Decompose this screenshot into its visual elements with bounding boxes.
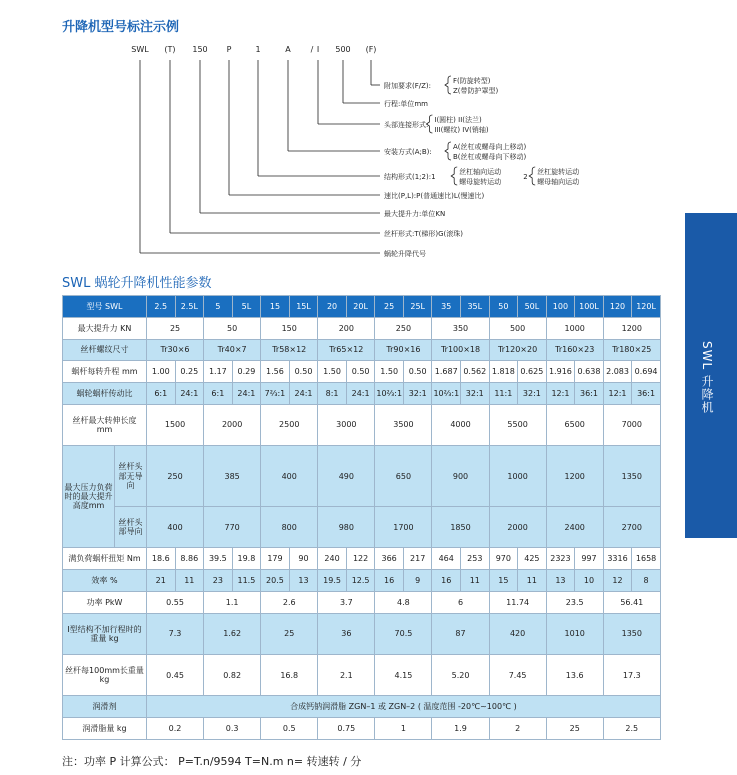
table-cell: 12:1 <box>546 383 575 405</box>
table-header-cell: 15L <box>289 296 318 318</box>
model-code-annotations <box>384 76 579 258</box>
table-cell: 2.6 <box>261 591 318 613</box>
table-cell: 1.50 <box>318 361 347 383</box>
annotation-label: 附加要求(F/Z): <box>384 82 432 90</box>
annotation-option: B(丝杠或螺母向下移动) <box>453 153 527 161</box>
table-cell: 11.5 <box>232 570 261 592</box>
table-header-cell: 50 <box>489 296 518 318</box>
table-header-cell: 20L <box>346 296 375 318</box>
brace <box>445 142 451 160</box>
table-cell: 1.687 <box>432 361 461 383</box>
table-cell: 16 <box>375 570 404 592</box>
table-cell: 1.00 <box>147 361 176 383</box>
annotation-label: 速比(P,L):P(普通速比)L(慢速比) <box>384 192 485 200</box>
table-row-label: 丝杆最大转伸长度 mm <box>63 404 147 445</box>
table-cell: 4.8 <box>375 591 432 613</box>
table-cell: 25 <box>147 317 204 339</box>
table-cell: 16 <box>432 570 461 592</box>
table-cell: 32:1 <box>403 383 432 405</box>
table-cell: 15 <box>489 570 518 592</box>
table-cell: 11:1 <box>489 383 518 405</box>
table-cell: 490 <box>318 446 375 507</box>
table-cell: 36:1 <box>632 383 661 405</box>
table-cell: 12 <box>603 570 632 592</box>
model-code-segment: (F) <box>365 45 377 54</box>
table-row-label: 润滑脂量 kg <box>63 718 147 740</box>
table-cell: 179 <box>261 548 290 570</box>
table-cell: 1.62 <box>204 613 261 654</box>
table-cell: 2.5 <box>603 718 660 740</box>
side-tab-label: SWL 升降机 <box>700 341 714 414</box>
brace <box>529 167 535 185</box>
model-code-diagram <box>0 0 737 265</box>
table-cell: 1850 <box>432 507 489 548</box>
annotation-option: Z(带防护罩型) <box>453 87 499 95</box>
table-cell: 1700 <box>375 507 432 548</box>
table-cell: 217 <box>403 548 432 570</box>
annotation-label: 行程:单位mm <box>384 100 428 108</box>
table-row <box>63 655 661 696</box>
table-row-label: 最大压力负荷时的最大提升高度mm <box>63 446 115 548</box>
model-code-segment: SWL <box>131 45 149 54</box>
table-row <box>63 591 661 613</box>
table-cell: 90 <box>289 548 318 570</box>
table-cell: 13.6 <box>546 655 603 696</box>
table-row <box>63 383 661 405</box>
annotation-option-number: 2 <box>523 173 528 181</box>
table-cell: 12.5 <box>346 570 375 592</box>
table-cell: 1.50 <box>375 361 404 383</box>
table-cell: 997 <box>575 548 604 570</box>
table-cell: 11 <box>518 570 547 592</box>
table-row-label: 满负荷蜗杆扭矩 Nm <box>63 548 147 570</box>
annotation-label: 安装方式(A;B): <box>384 148 432 156</box>
table-cell: 1350 <box>603 446 660 507</box>
annotation-label: 头部连接形式: <box>384 121 429 129</box>
table-row-label: 最大提升力 KN <box>63 317 147 339</box>
table-cell: 1200 <box>546 446 603 507</box>
table-cell: 0.3 <box>204 718 261 740</box>
table-cell: 6:1 <box>147 383 176 405</box>
table-header-cell: 2.5L <box>175 296 204 318</box>
table-cell: 0.25 <box>175 361 204 383</box>
table-cell: 10⅔:1 <box>375 383 404 405</box>
table-cell: 20.5 <box>261 570 290 592</box>
table-cell: 25 <box>546 718 603 740</box>
table-cell: 24:1 <box>289 383 318 405</box>
table-cell: 2000 <box>489 507 546 548</box>
model-code-segment: A <box>285 45 291 54</box>
table-row-label: 丝杆每100mm长重量 kg <box>63 655 147 696</box>
table-cell: 7.3 <box>147 613 204 654</box>
table-header-cell: 15 <box>261 296 290 318</box>
table-header-cell: 20 <box>318 296 347 318</box>
table-cell: 1350 <box>603 613 660 654</box>
table-cell: 19.5 <box>318 570 347 592</box>
table-cell: 400 <box>147 507 204 548</box>
table-cell: 3316 <box>603 548 632 570</box>
table-cell: 6:1 <box>204 383 233 405</box>
annotation-option: 螺母轴向运动 <box>537 178 580 186</box>
table-header-cell: 25L <box>403 296 432 318</box>
annotation-option: III(螺纹) IV(销轴) <box>434 126 489 134</box>
table-cell: 1.818 <box>489 361 518 383</box>
table-cell: 3000 <box>318 404 375 445</box>
table-cell: 5.20 <box>432 655 489 696</box>
model-code-segment: (T) <box>164 45 176 54</box>
table-row <box>63 613 661 654</box>
table-row <box>63 404 661 445</box>
table-cell: 1200 <box>603 317 660 339</box>
model-code-segment: 1 <box>255 45 261 54</box>
table-cell: 25 <box>261 613 318 654</box>
annotation-option: 丝杠旋转运动 <box>537 168 580 176</box>
table-header-cell: 35L <box>461 296 490 318</box>
table-cell: 32:1 <box>518 383 547 405</box>
table-cell: 0.2 <box>147 718 204 740</box>
table-cell: 9 <box>403 570 432 592</box>
table-cell: 385 <box>204 446 261 507</box>
table-header-cell: 100 <box>546 296 575 318</box>
table-header-cell: 120L <box>632 296 661 318</box>
table-cell: Tr65×12 <box>318 339 375 361</box>
table-cell: 200 <box>318 317 375 339</box>
table-cell: 425 <box>518 548 547 570</box>
table-cell: Tr160×23 <box>546 339 603 361</box>
annotation-label: 结构形式(1;2):1 <box>384 173 436 181</box>
table-cell: 0.50 <box>403 361 432 383</box>
table-cell: 240 <box>318 548 347 570</box>
table-cell: 3.7 <box>318 591 375 613</box>
table-cell: 350 <box>432 317 489 339</box>
table-row <box>63 446 661 507</box>
table-cell: 0.55 <box>147 591 204 613</box>
table-cell: 56.41 <box>603 591 660 613</box>
table-cell: 24:1 <box>346 383 375 405</box>
table-cell: 13 <box>289 570 318 592</box>
table-header-row <box>63 296 661 318</box>
annotation-option: 螺母旋转运动 <box>459 178 502 186</box>
table-cell: 4.15 <box>375 655 432 696</box>
table-cell: 970 <box>489 548 518 570</box>
section-title-performance: SWL 蜗轮升降机性能参数 <box>62 276 212 291</box>
table-cell: 1.9 <box>432 718 489 740</box>
table-cell: 464 <box>432 548 461 570</box>
table-header-cell: 5L <box>232 296 261 318</box>
table-cell: 1.1 <box>204 591 261 613</box>
table-cell: 0.50 <box>289 361 318 383</box>
table-header-cell: 35 <box>432 296 461 318</box>
table-row <box>63 317 661 339</box>
table-row <box>63 361 661 383</box>
table-cell: 7000 <box>603 404 660 445</box>
table-cell: 0.562 <box>461 361 490 383</box>
section-title-model-example: 升降机型号标注示例 <box>62 20 180 35</box>
table-cell: 1.56 <box>261 361 290 383</box>
table-row <box>63 339 661 361</box>
table-cell: 1.916 <box>546 361 575 383</box>
table-header-label: 型号 SWL <box>63 296 147 318</box>
table-row <box>63 696 661 718</box>
table-cell: 50 <box>204 317 261 339</box>
model-code-segment: I <box>316 45 320 54</box>
table-cell: Tr100×18 <box>432 339 489 361</box>
table-cell: 87 <box>432 613 489 654</box>
table-cell: 900 <box>432 446 489 507</box>
table-cell: 770 <box>204 507 261 548</box>
annotation-option: I(圆柱) II(法兰) <box>434 116 482 124</box>
annotation-option: A(丝杠或螺母向上移动) <box>453 143 527 151</box>
table-row <box>63 570 661 592</box>
model-code-segment: / <box>310 45 314 54</box>
table-row-sublabel: 丝杆头部无导向 <box>115 446 147 507</box>
model-code-segment: P <box>226 45 232 54</box>
table-row-sublabel: 丝杆头部导向 <box>115 507 147 548</box>
performance-table <box>62 295 661 740</box>
table-cell: 2 <box>489 718 546 740</box>
table-cell: 10 <box>575 570 604 592</box>
annotation-option: 丝杠轴向运动 <box>459 168 502 176</box>
annotation-label: 丝杆形式:T(梯形)G(滚珠) <box>384 230 463 238</box>
table-cell: 11 <box>175 570 204 592</box>
table-cell: 1658 <box>632 548 661 570</box>
table-cell: 36 <box>318 613 375 654</box>
table-cell: 980 <box>318 507 375 548</box>
table-cell: 1.17 <box>204 361 233 383</box>
table-cell: 8:1 <box>318 383 347 405</box>
table-cell: 39.5 <box>204 548 233 570</box>
table-cell: 18.6 <box>147 548 176 570</box>
table-row-label: 润滑剂 <box>63 696 147 718</box>
model-code-segment: 150 <box>192 45 208 54</box>
side-tab <box>685 213 737 538</box>
table-cell: 0.694 <box>632 361 661 383</box>
table-header-cell: 50L <box>518 296 547 318</box>
table-cell: 2700 <box>603 507 660 548</box>
table-cell: 1000 <box>546 317 603 339</box>
table-header-cell: 25 <box>375 296 404 318</box>
table-cell: 250 <box>147 446 204 507</box>
table-cell: 6500 <box>546 404 603 445</box>
table-cell: 650 <box>375 446 432 507</box>
table-cell: 0.638 <box>575 361 604 383</box>
table-cell: Tr120×20 <box>489 339 546 361</box>
table-cell: 1 <box>375 718 432 740</box>
table-cell: 1500 <box>147 404 204 445</box>
formula-note: 注：功率 P 计算公式： P=T.n/9594 T=N.m n= 转速转 / 分 <box>62 755 362 768</box>
table-row-label: 丝杆螺纹尺寸 <box>63 339 147 361</box>
annotation-label: 最大提升力:单位KN <box>384 210 446 218</box>
table-cell: 7⅔:1 <box>261 383 290 405</box>
table-cell: 2323 <box>546 548 575 570</box>
table-cell: 500 <box>489 317 546 339</box>
table-cell: 253 <box>461 548 490 570</box>
table-cell: 21 <box>147 570 176 592</box>
table-row-label: 蜗杆每转升程 mm <box>63 361 147 383</box>
table-cell: 16.8 <box>261 655 318 696</box>
table-cell: Tr40×7 <box>204 339 261 361</box>
table-cell: 70.5 <box>375 613 432 654</box>
table-cell: 0.82 <box>204 655 261 696</box>
table-cell: 2.1 <box>318 655 375 696</box>
annotation-option: F(防旋转型) <box>453 77 491 85</box>
brace <box>445 76 451 94</box>
table-cell: 23.5 <box>546 591 603 613</box>
table-row-label: 功率 PkW <box>63 591 147 613</box>
table-cell: 8.86 <box>175 548 204 570</box>
table-cell: 合成钙钠润滑脂 ZGN–1 或 ZGN–2 ( 温度范围 -20℃~100℃ ) <box>147 696 661 718</box>
table-cell: 800 <box>261 507 318 548</box>
table-cell: 4000 <box>432 404 489 445</box>
table-cell: 32:1 <box>461 383 490 405</box>
table-row <box>63 548 661 570</box>
table-cell: 420 <box>489 613 546 654</box>
table-cell: 366 <box>375 548 404 570</box>
table-cell: 2400 <box>546 507 603 548</box>
table-cell: 2.083 <box>603 361 632 383</box>
table-cell: 1000 <box>489 446 546 507</box>
table-cell: 5500 <box>489 404 546 445</box>
model-code <box>131 45 376 54</box>
table-header-cell: 100L <box>575 296 604 318</box>
table-cell: 7.45 <box>489 655 546 696</box>
table-row-label: I型结构不加行程时的重量 kg <box>63 613 147 654</box>
table-cell: 36:1 <box>575 383 604 405</box>
table-header-cell: 120 <box>603 296 632 318</box>
table-cell: 10⅔:1 <box>432 383 461 405</box>
table-cell: 0.75 <box>318 718 375 740</box>
table-cell: 0.625 <box>518 361 547 383</box>
table-cell: 2000 <box>204 404 261 445</box>
annotation-label: 蜗轮升降代号 <box>384 250 426 258</box>
table-cell: 6 <box>432 591 489 613</box>
table-cell: 11.74 <box>489 591 546 613</box>
table-cell: 250 <box>375 317 432 339</box>
table-row <box>63 507 661 548</box>
table-cell: 13 <box>546 570 575 592</box>
table-cell: Tr58×12 <box>261 339 318 361</box>
table-cell: 24:1 <box>175 383 204 405</box>
table-cell: 11 <box>461 570 490 592</box>
table-cell: 1010 <box>546 613 603 654</box>
table-cell: 400 <box>261 446 318 507</box>
table-cell: 12:1 <box>603 383 632 405</box>
table-cell: 150 <box>261 317 318 339</box>
table-cell: 0.5 <box>261 718 318 740</box>
table-cell: 0.45 <box>147 655 204 696</box>
table-cell: 17.3 <box>603 655 660 696</box>
brace <box>451 167 457 185</box>
table-cell: 24:1 <box>232 383 261 405</box>
table-header-cell: 2.5 <box>147 296 176 318</box>
table-cell: Tr180×25 <box>603 339 660 361</box>
table-row <box>63 718 661 740</box>
table-cell: 23 <box>204 570 233 592</box>
table-cell: 0.50 <box>346 361 375 383</box>
table-cell: Tr30×6 <box>147 339 204 361</box>
model-code-segment: 500 <box>335 45 351 54</box>
table-row-label: 蜗轮蜗杆传动比 <box>63 383 147 405</box>
table-cell: 2500 <box>261 404 318 445</box>
table-row-label: 效率 % <box>63 570 147 592</box>
table-cell: 0.29 <box>232 361 261 383</box>
table-cell: 3500 <box>375 404 432 445</box>
table-cell: Tr90×16 <box>375 339 432 361</box>
table-cell: 122 <box>346 548 375 570</box>
table-cell: 8 <box>632 570 661 592</box>
table-header-cell: 5 <box>204 296 233 318</box>
table-cell: 19.8 <box>232 548 261 570</box>
